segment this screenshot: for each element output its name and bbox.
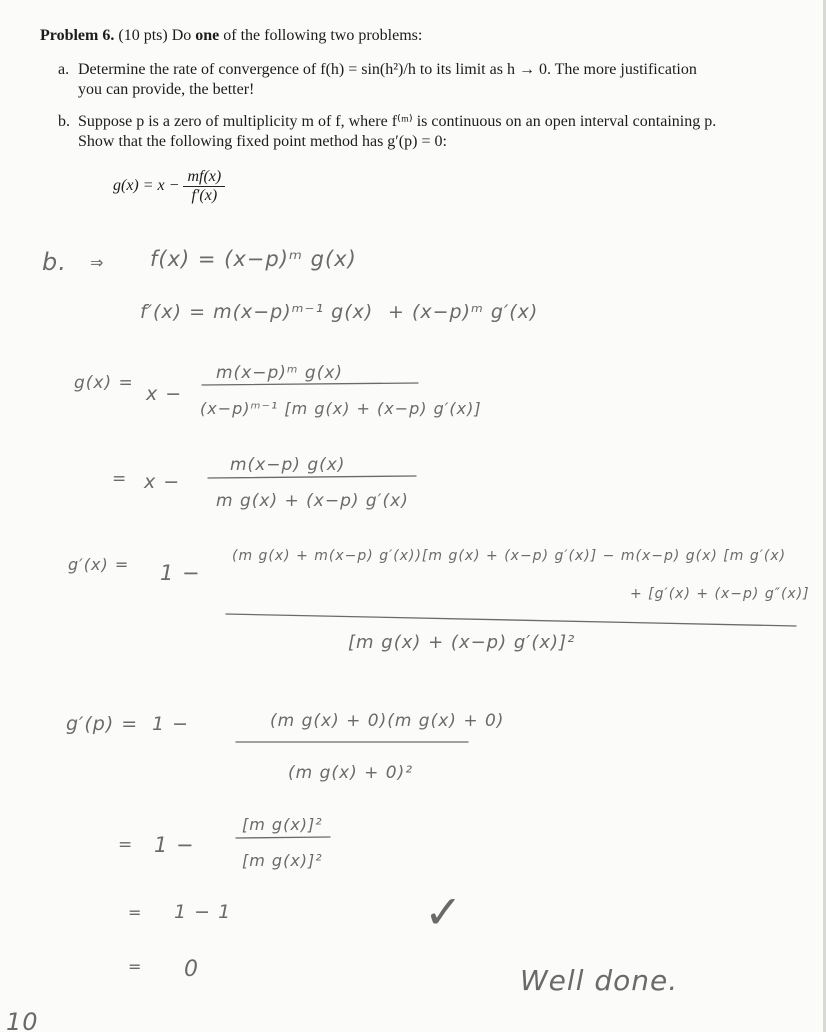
grader-check: ✓ [424, 885, 464, 939]
grader-comment: Well done. [520, 964, 679, 997]
hw-line-1: f(x) = (x−p)ᵐ g(x) [150, 247, 357, 271]
hw-line-5-bar [226, 614, 796, 626]
part-b-text: Suppose p is a zero of multiplicity m of f, where f⁽ᵐ⁾ is continuous on an open interval containing p. Show that the following fixed point method has g′(p) = 0: [78, 113, 717, 150]
hw-line-5-num2: + [g′(x) + (x−p) g″(x)] [630, 586, 810, 602]
hw-line-8-eq: = [128, 903, 143, 922]
hw-line-7-num: [m g(x)]² [242, 815, 323, 834]
hw-line-3-bar [202, 383, 418, 385]
formula-lhs: g(x) = x − [113, 177, 180, 195]
hw-line-5-num1: (m g(x) + m(x−p) g′(x))[m g(x) + (x−p) g′(x)] − m(x−p) g(x) [m g′(x) [232, 548, 787, 564]
hw-line-6-one: 1 − [152, 713, 190, 735]
intro-post: of the following two problems: [223, 27, 423, 44]
hw-line-7-eq: = [118, 835, 134, 855]
problem-title: Problem 6 [40, 27, 111, 44]
part-a-text: Determine the rate of convergence of f(h) = sin(h²)/h to its limit as h → 0. The more justification you can provide, the better! [78, 61, 697, 98]
hw-line-8-val: 1 − 1 [174, 901, 232, 923]
intro-pre: Do [171, 27, 192, 44]
hw-line-6-lhs: g′(p) = [66, 713, 139, 735]
hw-line-4-x: x − [144, 471, 181, 493]
hw-line-4-bar [208, 476, 416, 478]
hw-line-5-one: 1 − [160, 561, 201, 585]
hw-line-9-val: 0 [184, 957, 199, 982]
hw-line-9-eq: = [128, 957, 143, 976]
hw-line-2b: + (x−p)ᵐ g′(x) [388, 301, 539, 323]
hw-line-6-num: (m g(x) + 0)(m g(x) + 0) [270, 711, 505, 731]
hw-arrow: ⇒ [90, 253, 105, 272]
part-a-label: a. [58, 61, 70, 78]
intro-bold: one [195, 27, 220, 44]
hw-line-5-lhs: g′(x) = [68, 555, 130, 574]
hw-line-3-lhs: g(x) = [74, 373, 134, 393]
hw-line-3-x: x − [146, 383, 183, 405]
hw-line-5-den: [m g(x) + (x−p) g′(x)]² [348, 632, 576, 653]
hw-line-4-eq: = [112, 469, 128, 489]
hw-line-4-num: m(x−p) g(x) [230, 455, 346, 475]
hw-line-7-den: [m g(x)]² [242, 851, 323, 870]
part-b-label: b. [58, 113, 70, 130]
hw-line-7-bar [236, 837, 330, 838]
hw-label-b: b. [42, 248, 67, 276]
hw-line-7-one: 1 − [154, 833, 195, 857]
formula-numerator: mf(x) [183, 168, 225, 187]
grader-score: 10 [6, 1008, 39, 1032]
hw-line-3-den: (x−p)ᵐ⁻¹ [m g(x) + (x−p) g′(x)] [200, 399, 482, 418]
hw-line-2a: f′(x) = m(x−p)ᵐ⁻¹ g(x) [140, 301, 374, 323]
hw-line-3-num: m(x−p)ᵐ g(x) [216, 363, 344, 383]
hw-line-4-den: m g(x) + (x−p) g′(x) [216, 491, 409, 511]
problem-heading: Problem 6. (10 pts) Do one of the following two problems: [40, 27, 423, 44]
hw-line-6-den: (m g(x) + 0)² [288, 763, 414, 783]
problem-points: (10 pts) [118, 27, 168, 44]
formula-denominator: f′(x) [191, 187, 218, 204]
